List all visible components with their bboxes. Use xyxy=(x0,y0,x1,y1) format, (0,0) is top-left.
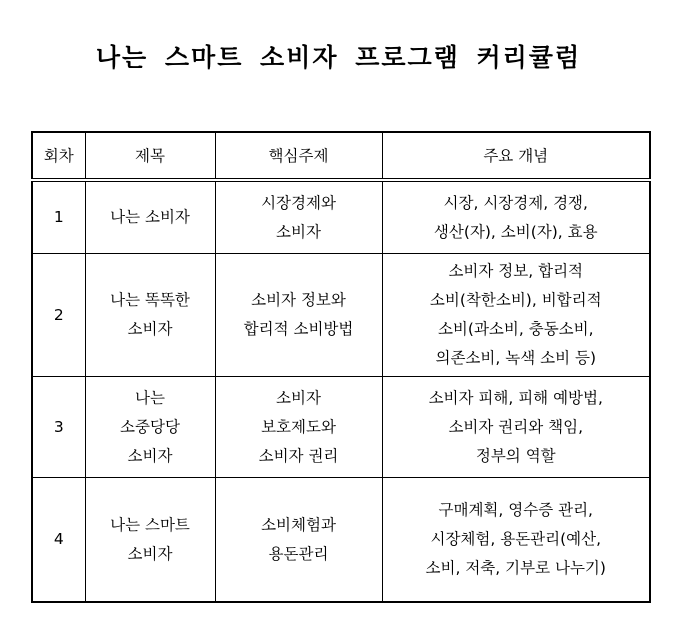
core-topic-line: 시장경제와 xyxy=(261,193,336,212)
core-topic-line: 용돈관리 xyxy=(268,544,329,563)
key-concepts xyxy=(382,180,650,254)
session-title-line: 소비자 xyxy=(127,446,173,465)
session-title xyxy=(85,254,215,377)
key-concepts-line: 소비(착한소비), 비합리적 xyxy=(429,291,602,309)
session-number: 1 xyxy=(32,180,85,254)
table-row xyxy=(32,478,650,603)
key-concepts-line: 의존소비, 녹색 소비 등) xyxy=(435,349,596,367)
key-concepts xyxy=(382,478,650,603)
session-title-line: 소비자 xyxy=(127,320,173,338)
core-topic-line: 합리적 소비방법 xyxy=(243,320,354,338)
key-concepts-line: 소비자 정보, 합리적 xyxy=(448,262,584,280)
page-title: 나는 스마트 소비자 프로그램 커리큘럼 xyxy=(95,43,582,72)
table-row xyxy=(32,254,650,377)
key-concepts-line: 구매계획, 영수증 관리, xyxy=(438,501,593,519)
header-title: 제목 xyxy=(85,132,215,180)
key-concepts-line: 시장체험, 용돈관리(예산, xyxy=(430,530,602,548)
core-topic-line: 소비자 xyxy=(276,222,321,241)
core-topic-line: 소비자 xyxy=(276,388,321,407)
key-concepts-line: 소비자 피해, 피해 예방법, xyxy=(428,388,603,407)
core-topic xyxy=(215,254,382,377)
key-concepts-line: 소비자 권리와 책임, xyxy=(448,417,584,436)
table-row xyxy=(32,377,650,478)
core-topic-line: 보호제도와 xyxy=(261,417,336,436)
key-concepts-line: 정부의 역할 xyxy=(475,446,556,465)
core-topic-line: 소비체험과 xyxy=(261,515,336,534)
session-title-line: 소비자 xyxy=(127,544,173,563)
session-title-line: 나는 똑똑한 xyxy=(110,291,190,309)
key-concepts-line: 생산(자), 소비(자), 효용 xyxy=(433,222,598,241)
table-row xyxy=(32,180,650,254)
session-title-line: 나는 xyxy=(135,388,165,407)
curriculum-table xyxy=(31,131,651,603)
key-concepts xyxy=(382,377,650,478)
core-topic xyxy=(215,180,382,254)
session-title-line: 나는 스마트 xyxy=(110,515,190,534)
key-concepts-line: 소비, 저축, 기부로 나누기) xyxy=(425,559,606,577)
session-title xyxy=(85,478,215,603)
key-concepts-line: 시장, 시장경제, 경쟁, xyxy=(443,193,588,212)
session-title xyxy=(85,377,215,478)
core-topic xyxy=(215,478,382,603)
session-title-line: 소중당당 xyxy=(120,417,180,436)
header-core-topic: 핵심주제 xyxy=(215,132,382,180)
key-concepts-line: 소비(과소비, 충동소비, xyxy=(437,320,594,338)
session-title-line: 나는 소비자 xyxy=(110,208,190,226)
session-title xyxy=(85,180,215,254)
core-topic xyxy=(215,377,382,478)
session-number: 2 xyxy=(32,254,85,377)
header-session: 회차 xyxy=(32,132,85,180)
header-key-concepts: 주요 개념 xyxy=(382,132,650,180)
session-number: 3 xyxy=(32,377,85,478)
key-concepts xyxy=(382,254,650,377)
core-topic-line: 소비자 권리 xyxy=(258,446,339,465)
session-number: 4 xyxy=(32,478,85,603)
table-header-row xyxy=(32,132,650,180)
core-topic-line: 소비자 정보와 xyxy=(251,291,346,309)
